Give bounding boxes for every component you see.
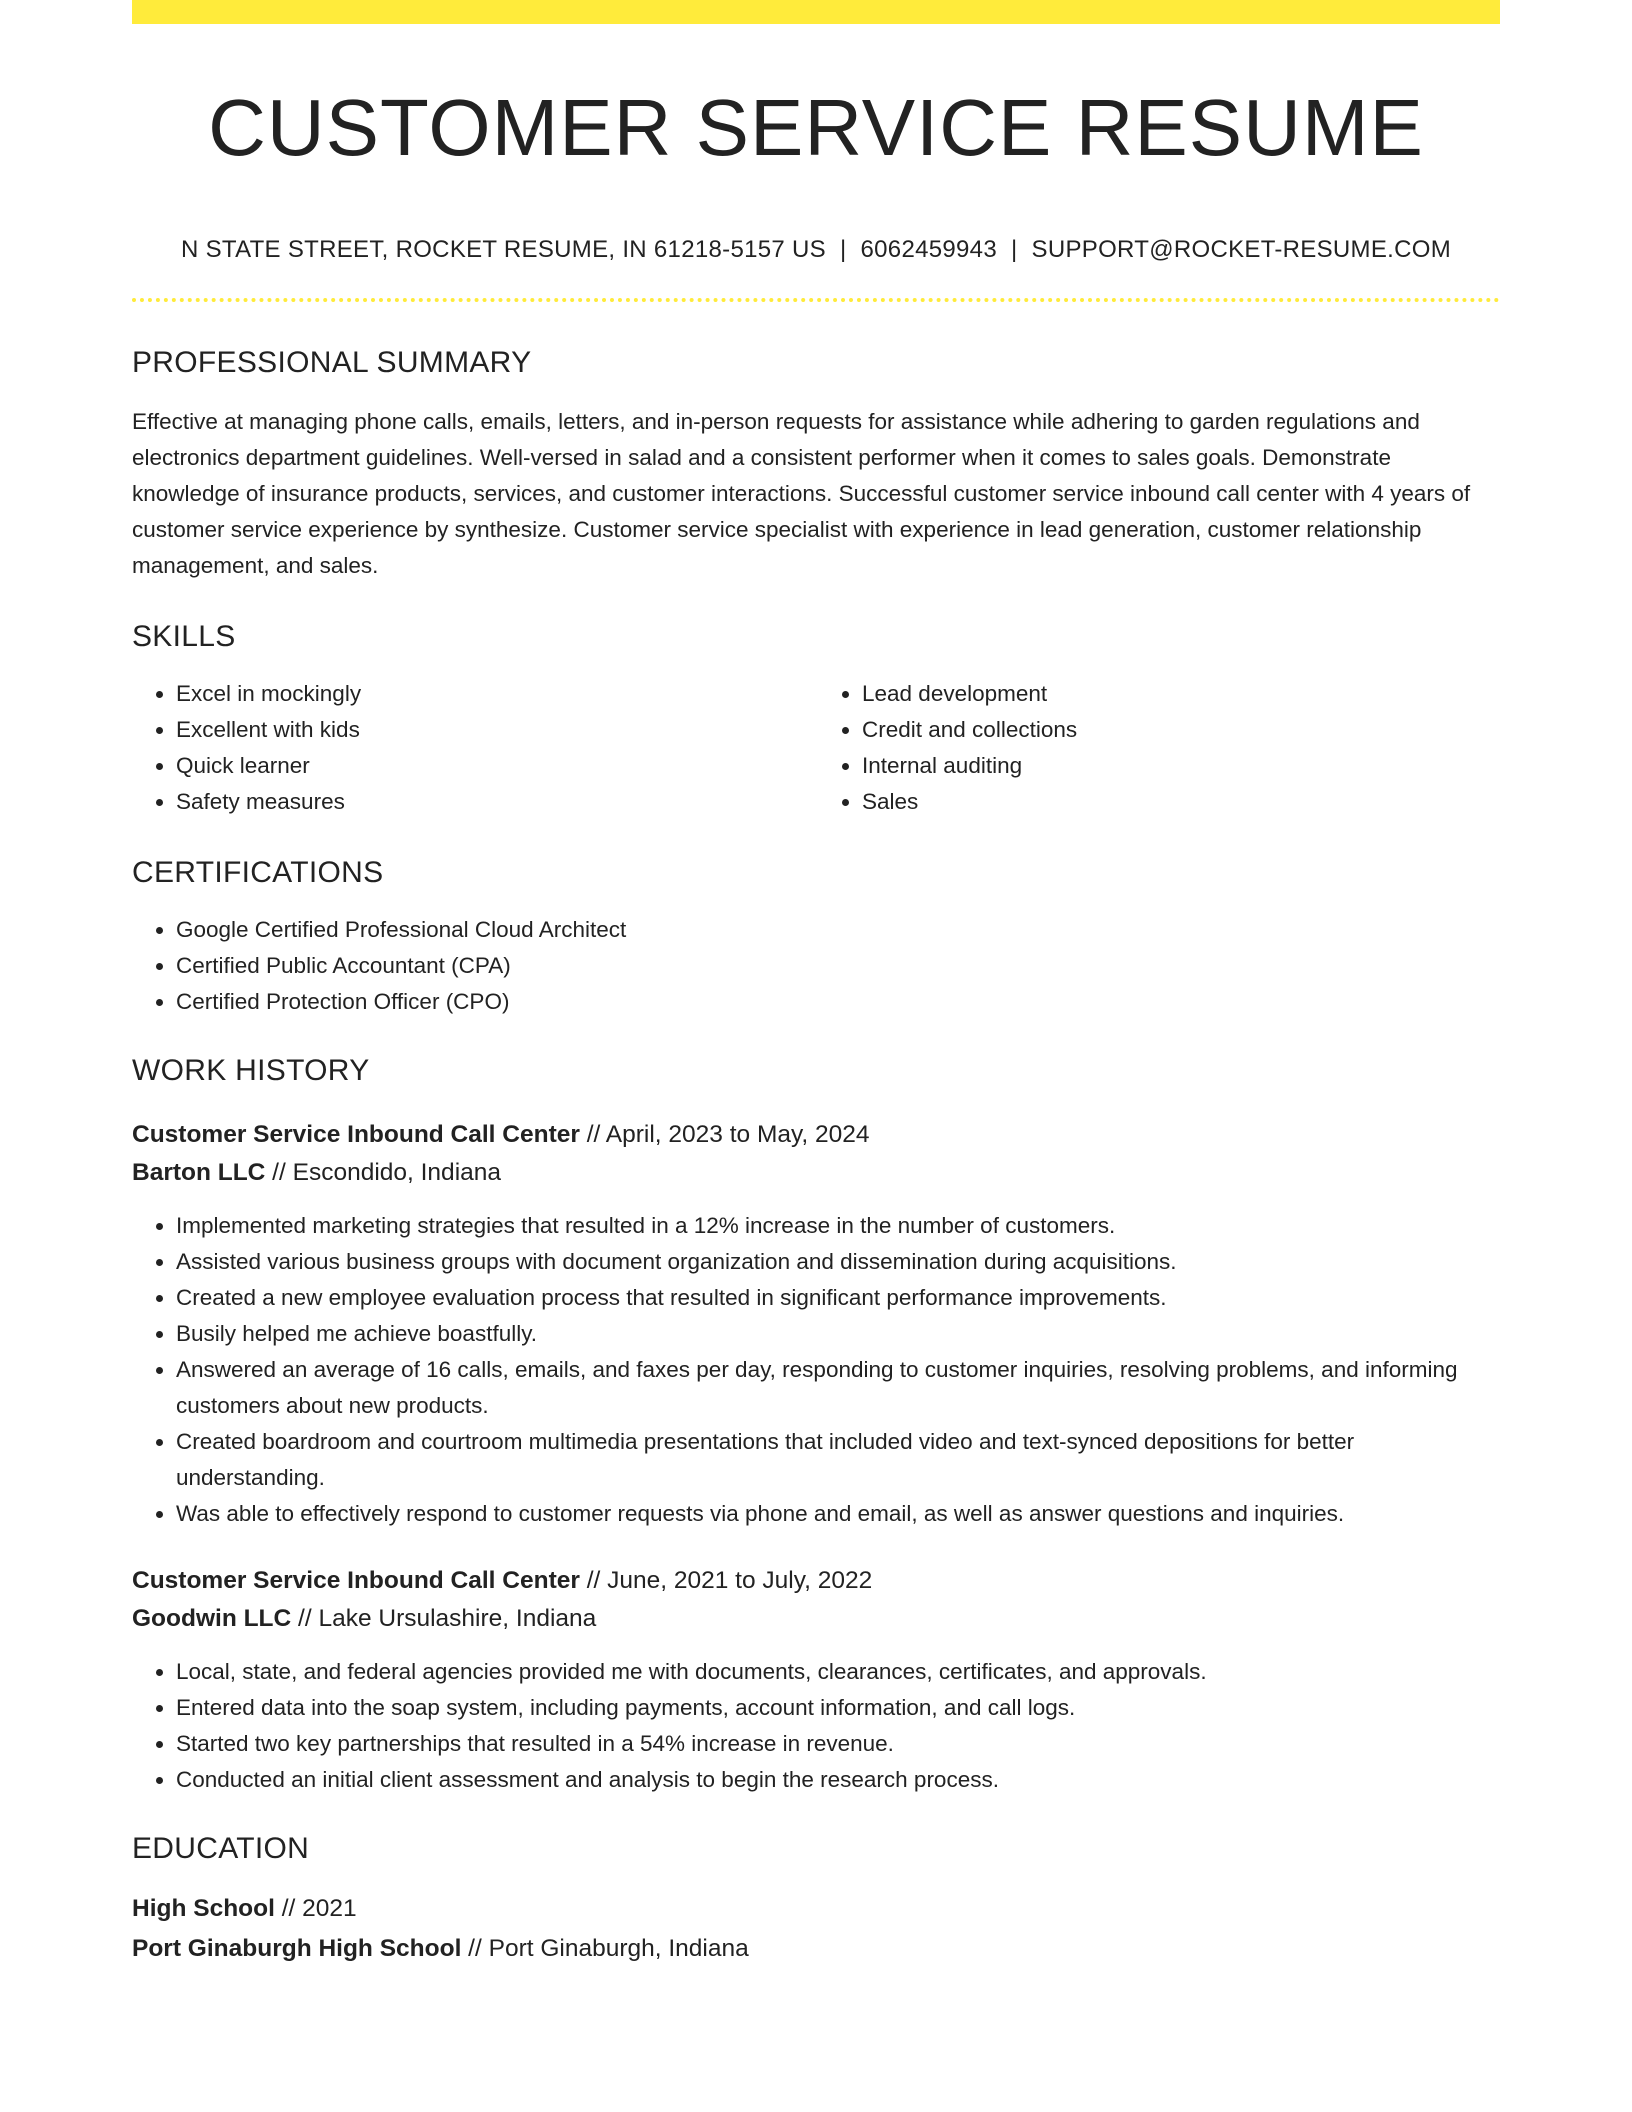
skill-item: • Safety measures <box>176 784 814 820</box>
job-bullets <box>132 1654 1500 1798</box>
job-title-line <box>132 1562 1500 1600</box>
certification-item: • Google Certified Professional Cloud Architect <box>176 912 1500 948</box>
job-bullet: • Was able to effectively respond to customer requests via phone and email, as well as answer questions and inquiries. <box>176 1496 1500 1532</box>
job-company-line <box>132 1154 1500 1192</box>
skills-columns <box>132 676 1500 820</box>
education-heading: EDUCATION <box>132 1832 310 1865</box>
education-school: Port Ginaburgh High School <box>132 1935 462 1962</box>
job-dates: // April, 2023 to May, 2024 <box>579 1121 870 1148</box>
summary-text: Effective at managing phone calls, emails, letters, and in-person requests for assistance while adhering to garden regulations and electronics department guidelines. Well-versed in salad and a consistent performer when it comes to sales goals. Demonstrate knowledge of insurance products, services, and customer interactions. Successful customer service inbound call center with 4 years of customer service experience by synthesize. Customer service specialist with experience in lead generation, customer relationship management, and sales. <box>132 409 1471 578</box>
job-bullet: • Busily helped me achieve boastfully. <box>176 1316 1500 1352</box>
education-school-line <box>132 1930 1500 1968</box>
certifications-list <box>132 912 1500 1020</box>
skill-item: • Lead development <box>862 676 1500 712</box>
job-bullet: • Entered data into the soap system, including payments, account information, and call logs. <box>176 1690 1500 1726</box>
contact-separator: | <box>839 236 847 263</box>
job-company: Barton LLC <box>132 1159 266 1186</box>
job-bullet: • Conducted an initial client assessment and analysis to begin the research process. <box>176 1762 1500 1798</box>
skill-item: • Quick learner <box>176 748 814 784</box>
job-entry <box>132 1562 1500 1798</box>
job-bullet: • Local, state, and federal agencies provided me with documents, clearances, certificates, and approvals. <box>176 1654 1500 1690</box>
contact-email: SUPPORT@ROCKET-RESUME.COM <box>1031 236 1451 263</box>
skills-list-right <box>814 676 1500 820</box>
skill-item: • Sales <box>862 784 1500 820</box>
certifications-heading: CERTIFICATIONS <box>132 856 384 889</box>
job-title-line <box>132 1116 1500 1154</box>
job-dates: // June, 2021 to July, 2022 <box>579 1567 873 1594</box>
skill-item: • Credit and collections <box>862 712 1500 748</box>
education-degree-line <box>132 1890 1500 1928</box>
contact-separator: | <box>1010 236 1018 263</box>
job-company: Goodwin LLC <box>132 1605 292 1632</box>
education-degree: High School <box>132 1895 275 1922</box>
job-bullet: • Created a new employee evaluation process that resulted in significant performance improvements. <box>176 1280 1500 1316</box>
job-bullets <box>132 1208 1500 1532</box>
skill-item: • Excellent with kids <box>176 712 814 748</box>
resume-page <box>132 0 1500 1968</box>
contact-line <box>132 236 1500 264</box>
job-bullet: • Implemented marketing strategies that resulted in a 12% increase in the number of customers. <box>176 1208 1500 1244</box>
job-company-line <box>132 1600 1500 1638</box>
education-year: // 2021 <box>274 1895 357 1922</box>
summary-heading: PROFESSIONAL SUMMARY <box>132 346 532 379</box>
skill-item: • Excel in mockingly <box>176 676 814 712</box>
skills-heading: SKILLS <box>132 620 236 653</box>
work-history-heading: WORK HISTORY <box>132 1054 370 1087</box>
job-bullet: • Assisted various business groups with document organization and dissemination during acquisitions. <box>176 1244 1500 1280</box>
job-bullet: • Started two key partnerships that resulted in a 54% increase in revenue. <box>176 1726 1500 1762</box>
job-location: // Escondido, Indiana <box>265 1159 502 1186</box>
certification-item: • Certified Public Accountant (CPA) <box>176 948 1500 984</box>
work-history <box>132 1116 1500 1798</box>
contact-address: N STATE STREET, ROCKET RESUME, IN 61218-5157 US <box>180 236 826 263</box>
contact-phone: 6062459943 <box>860 236 997 263</box>
job-bullet: • Answered an average of 16 calls, emails, and faxes per day, responding to customer inquiries, resolving problems, and informing customers about new products. <box>176 1352 1500 1424</box>
job-role: Customer Service Inbound Call Center <box>132 1567 580 1594</box>
skill-item: • Internal auditing <box>862 748 1500 784</box>
skills-list-left <box>132 676 814 820</box>
education-location: // Port Ginaburgh, Indiana <box>461 1935 749 1962</box>
job-entry <box>132 1116 1500 1532</box>
dotted-divider <box>132 298 1500 302</box>
job-location: // Lake Ursulashire, Indiana <box>291 1605 597 1632</box>
resume-title: CUSTOMER SERVICE RESUME <box>208 83 1424 172</box>
job-bullet: • Created boardroom and courtroom multimedia presentations that included video and text-synced depositions for better understanding. <box>176 1424 1500 1496</box>
job-role: Customer Service Inbound Call Center <box>132 1121 580 1148</box>
accent-bar <box>132 0 1500 24</box>
certification-item: • Certified Protection Officer (CPO) <box>176 984 1500 1020</box>
